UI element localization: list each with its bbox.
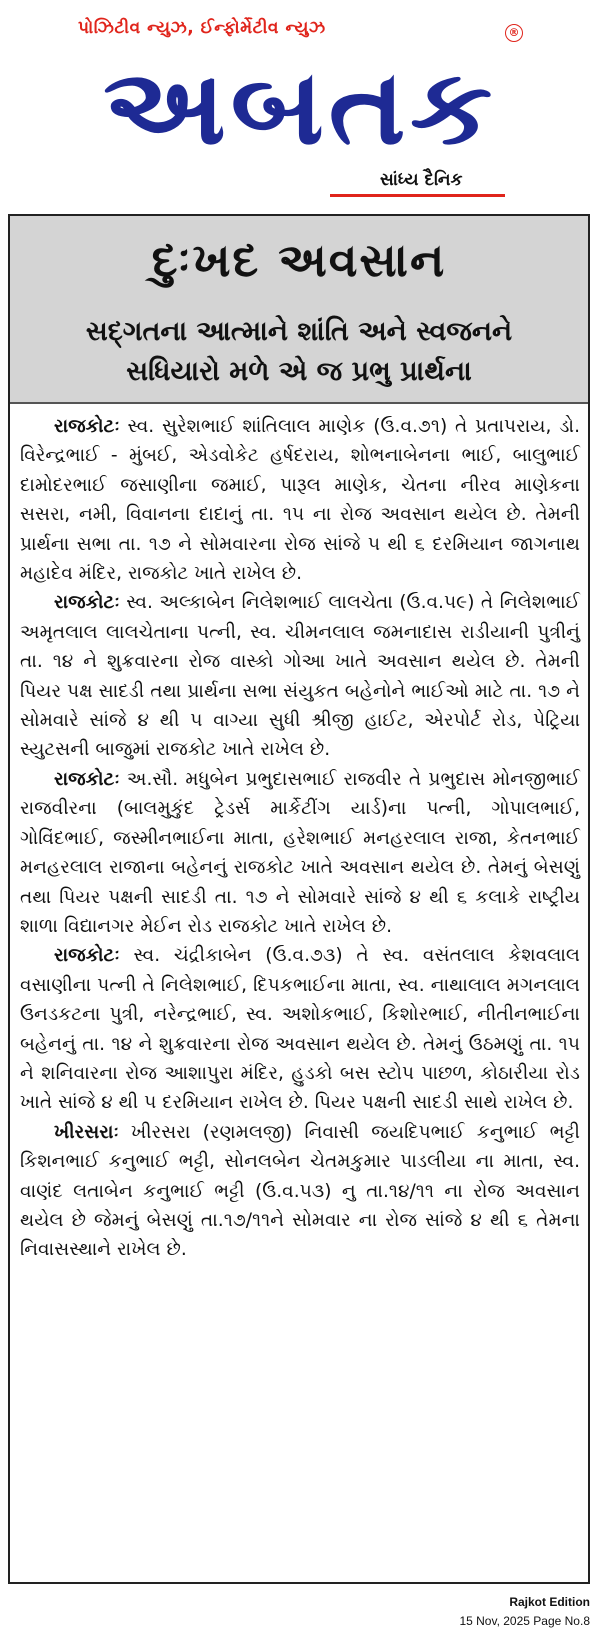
masthead-tagline: પોઝિટીવ ન્યુઝ, ઈન્ફોર્મેટીવ ન્યુઝ <box>78 18 326 38</box>
footer-date-page: 15 Nov, 2025 Page No.8 <box>459 1614 590 1628</box>
article-body <box>20 412 580 1265</box>
edition-type-label: સાંધ્ય દૈનિક <box>380 170 463 190</box>
article-headline: દુઃખદ અવસાન <box>151 233 447 287</box>
obituary-notice <box>20 765 580 941</box>
obituary-notice <box>20 941 580 1117</box>
newspaper-logo: અબતક <box>103 46 497 168</box>
notice-place: રાજકોટઃ <box>54 768 120 790</box>
subheadline-line-2: સધિયારો મળે એ જ પ્રભુ પ્રાર્થના <box>126 356 472 387</box>
article-subheadline <box>10 312 588 392</box>
notice-text: સ્વ. અલ્કાબેન નિલેશભાઈ લાલચેતા (ઉ.વ.૫૯) તે નિલેશભાઈ અમૃતલાલ લાલચેતાના પત્ની, સ્વ. ચીમનલાલ જમનાદાસ રાડીયાની પુત્રીનું તા. ૧૪ ને શુક્રવારના રોજ વાસ્કો ગોઆ ખાતે અવસાન થયેલ છે. તેમની પિયર પક્ષ સાદડી તથા પ્રાર્થના સભા સંયુકત બહેનોને ભાઈઓ માટે તા. ૧૭ ને સોમવારે સાંજે ૪ થી ૫ વાગ્યા સુધી શ્રીજી હાઈટ, એરપોર્ટ રોડ, પેટ્રિયા સ્યુટસની બાજુમાં રાજકોટ ખાતે રાખેલ છે. <box>20 592 580 761</box>
headline-box <box>10 216 588 404</box>
notice-text: ખીરસરા (રણમલજી) નિવાસી જયદિપભાઈ કનુભાઈ ભટ્ટી કિશનભાઈ કનુભાઈ ભટ્ટી, સોનલબેન ચેતમકુમાર પાડલીયા ના માતા, સ્વ. વાણંદ લતાબેન કનુભાઈ ભટ્ટી (ઉ.વ.૫૩) નુ તા.૧૪/૧૧ ના રોજ અવસાન થયેલ છે જેમનું બેસણું તા.૧૭/૧૧ને સોમવાર ના રોજ સાંજે ૪ થી ૬ તેમના નિવાસસ્થાને રાખેલ છે. <box>20 1121 580 1261</box>
footer-edition: Rajkot Edition <box>509 1595 590 1609</box>
notice-text: અ.સૌ. મધુબેન પ્રભુદાસભાઈ રાજવીર તે પ્રભુદાસ મોનજીભાઈ રાજવીરના (બાલમુકુંદ ટ્રેડર્સ માર્કેટીંગ યાર્ડ)ના પત્ની, ગોપાલભાઈ, ગોવિંદભાઈ, જસ્મીનભાઈના માતા, હરેશભાઈ મનહરલાલ રાજા, કેતનભાઈ મનહરલાલ રાજાના બહેનનું રાજકોટ ખાતે અવસાન થયેલ છે. તેમનું બેસણું તથા પિયર પક્ષની સાદડી તા. ૧૭ ને સોમવારે સાંજે ૪ થી ૬ કલાકે રાષ્ટ્રીય શાળા વિદ્યાનગર મેઈન રોડ રાજકોટ ખાતે રાખેલ છે. <box>20 768 580 937</box>
subheadline-line-1: સદ્ગતના આત્માને શાંતિ અને સ્વજનને <box>85 316 513 347</box>
notice-place: રાજકોટઃ <box>54 945 120 967</box>
obituary-article <box>8 214 590 1584</box>
masthead <box>0 0 604 210</box>
obituary-notice <box>20 412 580 588</box>
notice-place: રાજકોટઃ <box>54 592 120 614</box>
notice-text: સ્વ. સુરેશભાઈ શાંતિલાલ માણેક (ઉ.વ.૭૧) તે પ્રતાપરાય, ડો. વિરેન્દ્રભાઈ - મુંબઈ, એડવોકેટ હર્ષદરાય, શોભનાબેનના ભાઈ, બાલુભાઈ દામોદરભાઈ જસાણીના જમાઈ, પારૂલ માણેક, ચેતના નીરવ માણેકના સસરા, નમી, વિવાનના દાદાનું તા. ૧૫ ના રોજ અવસાન થયેલ છે. તેમની પ્રાર્થના સભા તા. ૧૭ ને સોમવારના રોજ સાંજે ૫ થી ૬ દરમિયાન જાગનાથ મહાદેવ મંદિર, રાજકોટ ખાતે રાખેલ છે. <box>20 416 580 585</box>
masthead-underline <box>330 194 505 197</box>
registered-mark: ® <box>505 24 523 42</box>
notice-place: રાજકોટઃ <box>54 416 120 437</box>
notice-place: ખીરસરાઃ <box>54 1121 119 1143</box>
notice-text: સ્વ. ચંદ્રીકાબેન (ઉ.વ.૭૩) તે સ્વ. વસંતલાલ કેશવલાલ વસાણીના પત્ની તે નિલેશભાઈ, દિપકભાઈના માતા, સ્વ. નાથાલાલ મગનલાલ ઉનડકટના પુત્રી, નરેન્દ્રભાઈ, સ્વ. અશોકભાઈ, કિશોરભાઈ, નીતીનભાઈના બહેનનું તા. ૧૪ ને શુક્રવારના રોજ અવસાન થયેલ છે. તેમનું ઉઠમણું તા. ૧૫ ને શનિવારના રોજ આશાપુરા મંદિર, હુડકો બસ સ્ટોપ પાછળ, કોઠારીયા રોડ ખાતે સાંજે ૪ થી ૫ દરમિયાન રાખેલ છે. પિયર પક્ષની સાદડી સાથે રાખેલ છે. <box>20 945 580 1114</box>
obituary-notice <box>20 588 580 764</box>
obituary-notice <box>20 1118 580 1265</box>
